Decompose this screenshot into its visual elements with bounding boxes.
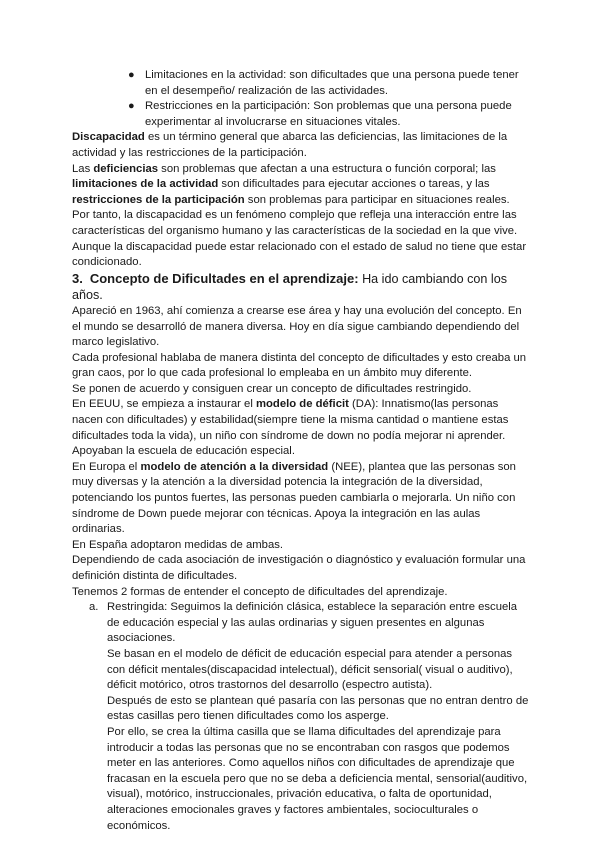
bullet-list <box>72 68 530 130</box>
paragraph-eeuu: En EEUU, se empieza a instaurar el modelo de déficit (DA): Innatismo(las personas nacen con dificultades) y estabilidad(siempre tiene la misma cantidad o mantiene estas dificultades toda la vida), un niño con síndrome de down no podía mejorar ni aprender. Apoyaban la escuela de educación especial. <box>72 398 509 458</box>
paragraph-espana: En España adoptaron medidas de ambas. <box>72 538 284 551</box>
paragraph-discapacidad: Discapacidad es un término general que abarca las deficiencias, las limitaciones de la actividad y las restricciones de la participación. <box>72 131 508 159</box>
bullet-icon: ● <box>128 69 135 81</box>
list-item-a: a. Restringida: Seguimos la definición clásica, establece la separación entre escuela de educación especial y las aulas ordinarias y siguen presentes en algunas asociaciones. Se basan en el modelo de déficit de educación especial para atender a personas con déficit mentales(discapacidad intelectual), déficit sensorial( visual o auditivo), déficit motórico, otros trastornos del desarrollo (espectro autista). Después de esto se plantean qué pasaría con las personas que no entran dentro de estas casillas pero tienen dificultades como los asperge. Por ello, se crea la última casilla que se llama dificultades del aprendizaje para introducir a todas las personas que no se encontraban con rasgos que podemos meter en las anteriores. Como aquellos niños con dificultades de aprendizaje que fracasan en la escuela pero que no se deba a deficiencia mental, sensorial(auditivo, visual), motórico, instruccionales, privación educativa, o falta de oportunidad, alteraciones emocionales graves y factores ambientales, socioculturales o económicos. <box>72 600 530 834</box>
item-a-p3: Después de esto se plantean qué pasaría con las personas que no entran dentro de estas casillas pero tienen dificultades como los asperge. <box>107 694 529 723</box>
paragraph-cada-profesional: Cada profesional hablaba de manera distinta del concepto de dificultades y esto creaba un gran caos, por lo que cada profesional lo empleaba en un ámbito muy diferente. <box>72 351 527 380</box>
list-item: ● Restricciones en la participación: Son problemas que una persona puede experimentar al involucrarse en situaciones vitales. <box>128 100 512 128</box>
paragraph-aparecio: Apareció en 1963, ahí comienza a crearse ese área y hay una evolución del concepto. En el mundo se desarrolló de manera diversa. Hoy en día sigue cambiando dependiendo del marco legislativo. <box>72 304 522 349</box>
paragraph-tenemos: Tenemos 2 formas de entender el concepto de dificultades del aprendizaje. <box>72 585 448 598</box>
paragraph-definitions: Las deficiencias son problemas que afectan a una estructura o función corporal; las limitaciones de la actividad son dificultades para ejecutar acciones o tareas, y las restricciones de la participación son problemas para participar en situaciones reales. <box>72 162 510 206</box>
paragraph-dependiendo: Dependiendo de cada asociación de investigación o diagnóstico y evaluación formular una definición distinta de dificultades. <box>72 554 526 582</box>
item-a-p1: Restringida: Seguimos la definición clásica, establece la separación entre escuela de educación especial y las aulas ordinarias y siguen presentes en algunas asociaciones. <box>107 601 518 645</box>
section-heading: 3. Concepto de Dificultades en el aprendizaje: Ha ido cambiando con los años. <box>72 270 507 303</box>
bullet-icon: ● <box>128 100 135 113</box>
item-a-p4: Por ello, se crea la última casilla que se llama dificultades del aprendizaje para introducir a todas las personas que no se encontraban con rasgos que podemos meter en las anteriores. Como aquellos niños con dificultades de aprendizaje que fracasan en la escuela pero que no se deba a deficiencia mental, sensorial(auditivo, visual), motórico, instruccionales, privación educativa, o falta de oportunidad, alteraciones emocionales graves y factores ambientales, socioculturales o económicos. <box>107 725 528 832</box>
paragraph-por-tanto: Por tanto, la discapacidad es un fenómeno complejo que refleja una interacción entre las características del organismo humano y las características de la sociedad en la que vive. <box>72 209 518 237</box>
paragraph-europa: En Europa el modelo de atención a la diversidad (NEE), plantea que las personas son muy diversas y la atención a la diversidad potencia la integración de la diversidad, potenciando los puntos fuertes, las personas pueden cambiarla o mejorarla. Un niño con síndrome de Down puede mejorar con técnicas. Apoya la integración en las aulas ordinarias. <box>72 460 516 536</box>
paragraph-aunque: Aunque la discapacidad puede estar relacionado con el estado de salud no tiene que estar condicionado. <box>72 240 527 269</box>
item-a-p2: Se basan en el modelo de déficit de educación especial para atender a personas con déficit mentales(discapacidad intelectual), déficit sensorial( visual o auditivo), déficit motórico, otros trastornos del desarrollo (espectro autista). <box>107 647 513 692</box>
alpha-list <box>72 600 530 834</box>
paragraph-acuerdo: Se ponen de acuerdo y consiguen crear un concepto de dificultades restringido. <box>72 382 472 395</box>
list-item: ● Limitaciones en la actividad: son dificultades que una persona puede tener en el desempeño/ realización de las actividades. <box>128 69 519 97</box>
